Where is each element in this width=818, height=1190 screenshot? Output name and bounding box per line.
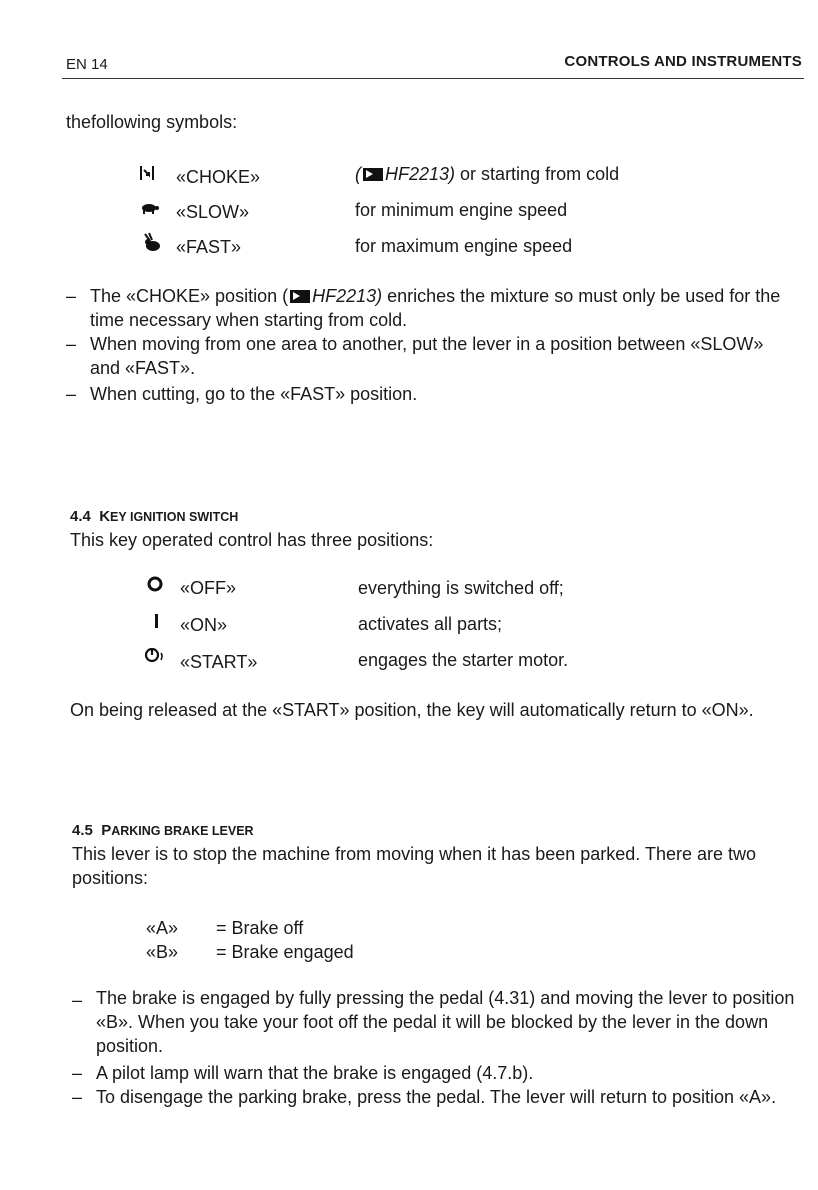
off-icon <box>147 575 167 597</box>
dash-bullet: – <box>72 1063 83 1083</box>
on-desc: activates all parts; <box>358 614 503 634</box>
section-title: CONTROLS AND INSTRUMENTS <box>564 53 802 70</box>
section-4-5-heading <box>72 822 254 839</box>
fast-label: «FAST» <box>176 237 242 257</box>
dash-bullet: – <box>66 286 77 306</box>
model-marker-icon <box>290 290 310 303</box>
intro-text: thefollowing symbols: <box>66 112 238 132</box>
brake-position-a-desc: = Brake off <box>216 918 304 938</box>
section-4-4-title-rest: EY IGNITION SWITCH <box>110 510 239 524</box>
section-4-4-note: On being released at the «START» position, the key will automatically return to «ON». <box>70 700 754 720</box>
brake-note-engage: The brake is engaged by fully pressing the pedal (4.31) and moving the lever to position «B». When you take your foot off the pedal it will be blocked by the lever in the down position. <box>96 988 795 1056</box>
header-rule <box>62 78 804 79</box>
throttle-note-choke-model: HF2213) <box>312 286 383 306</box>
on-label: «ON» <box>180 615 228 635</box>
choke-desc-rest: or starting from cold <box>460 164 620 184</box>
throttle-note-choke-pre: The «CHOKE» position ( <box>90 286 289 306</box>
section-4-4-title-initial: K <box>99 508 111 525</box>
section-4-5-title-initial: P <box>101 822 112 839</box>
brake-position-b-desc: = Brake engaged <box>216 942 354 962</box>
start-desc: engages the starter motor. <box>358 650 569 670</box>
dash-bullet: – <box>66 334 77 354</box>
choke-icon <box>138 163 158 185</box>
brake-position-b-label: «B» <box>146 942 179 962</box>
brake-note-lamp: A pilot lamp will warn that the brake is engaged (4.7.b). <box>96 1063 534 1083</box>
section-4-5-number: 4.5 <box>72 822 93 839</box>
throttle-note-choke-post: enriches the mixture so must only be used for the time necessary when starting from cold. <box>90 286 781 330</box>
brake-note-disengage: To disengage the parking brake, press the pedal. The lever will return to position «A». <box>96 1087 777 1107</box>
brake-position-a-label: «A» <box>146 918 179 938</box>
choke-label: «CHOKE» <box>176 167 261 187</box>
section-4-5-title-rest: ARKING BRAKE LEVER <box>111 824 254 838</box>
throttle-note-choke <box>90 284 790 332</box>
on-icon <box>152 612 172 634</box>
start-icon <box>144 645 164 667</box>
dash-bullet: – <box>66 384 77 404</box>
section-4-4-number: 4.4 <box>70 508 91 525</box>
dash-bullet: – <box>72 990 83 1010</box>
slow-label: «SLOW» <box>176 202 250 222</box>
slow-desc: for minimum engine speed <box>355 200 568 220</box>
hare-icon <box>142 232 162 254</box>
choke-desc-paren: ( <box>355 164 361 184</box>
throttle-note-cut: When cutting, go to the «FAST» position. <box>90 384 418 404</box>
off-label: «OFF» <box>180 578 237 598</box>
start-label: «START» <box>180 652 258 672</box>
choke-desc-model: HF2213) <box>385 164 456 184</box>
off-desc: everything is switched off; <box>358 578 564 598</box>
section-4-4-heading <box>70 508 238 525</box>
throttle-note-move: When moving from one area to another, put the lever in a position between «SLOW» and «FAST». <box>90 334 764 378</box>
model-marker-icon <box>363 168 383 181</box>
tortoise-icon <box>138 200 158 222</box>
page-number: EN 14 <box>66 56 108 73</box>
section-4-4-intro: This key operated control has three positions: <box>70 530 434 550</box>
choke-desc <box>355 162 619 186</box>
dash-bullet: – <box>72 1087 83 1107</box>
fast-desc: for maximum engine speed <box>355 236 573 256</box>
section-4-5-intro: This lever is to stop the machine from moving when it has been parked. There are two positions: <box>72 844 757 888</box>
